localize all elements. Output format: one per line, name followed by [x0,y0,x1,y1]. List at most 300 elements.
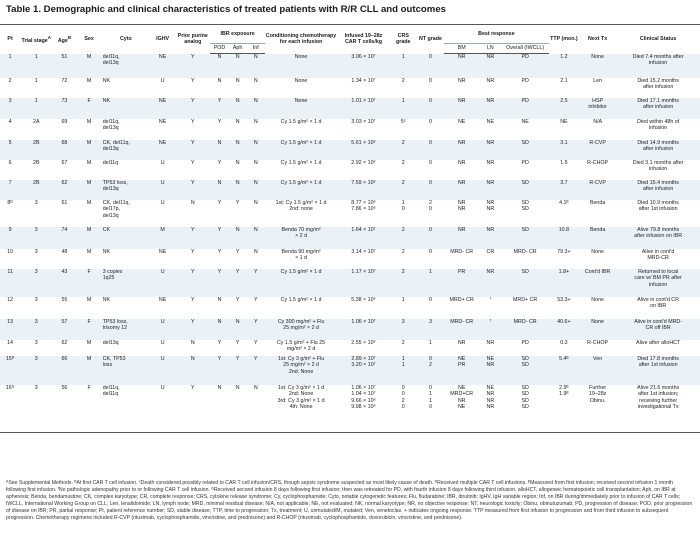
cell-pt: 7 [0,180,20,200]
cell-crs: 2 [390,78,417,98]
cell-crs: 2 [390,249,417,269]
cell-conditioning: None [265,98,338,119]
cell-ighv: U [150,78,175,98]
table-row [0,160,700,180]
cell-ln: NR [479,160,501,180]
cell-bm: NR [444,78,479,98]
cell-nt: 0 [417,249,444,269]
cell-sex: F [77,269,102,297]
cell-aph: Y [229,297,247,319]
cell-trial-stage: 3 [20,385,52,433]
cell-inf: N [247,160,265,180]
cell-inf: N [247,78,265,98]
cell-nt: 0 [417,119,444,140]
col-prior-purine: Prior purine analog [175,25,210,54]
cell-prior-purine: Y [175,180,210,200]
cell-infused: 3.03 × 10⁷ [337,119,389,140]
cell-ighv: NE [150,297,175,319]
cell-ln: NR [479,269,501,297]
cell-clinical-status: Died 10.9 months after 1st infusion [616,200,700,227]
cell-inf: Y [247,340,265,356]
cell-nt: 1 [417,340,444,356]
cell-inf: Y [247,319,265,340]
cell-age: 69 [52,119,76,140]
cell-infused: 1.34 × 10⁷ [337,78,389,98]
cell-bm: NR [444,340,479,356]
cell-prior-purine: Y [175,140,210,160]
cell-cyto: TP53 loss, trisomy 12 [102,319,150,340]
cell-nt: 0 [417,140,444,160]
cell-ighv: U [150,385,175,433]
cell-crs: 2 [390,180,417,200]
cell-clinical-status: Died within 48h of infusion [616,119,700,140]
col-inf: Inf [247,44,265,54]
cell-ttp: 79.3+ [549,249,579,269]
cell-conditioning: Cy 1.5 g/m² + Flu 25 mg/m² × 2 d [265,340,338,356]
cell-clinical-status: Died 15.4 months after infusion [616,180,700,200]
col-clinical-status: Clinical Status [616,25,700,54]
cell-infused: 1.17 × 10⁷ [337,269,389,297]
cell-ttp: 0.3 [549,340,579,356]
cell-next-tx: None [579,319,616,340]
cell-ln: NE [479,119,501,140]
cell-sex: F [77,319,102,340]
cell-sex: M [77,200,102,227]
cell-inf: N [247,227,265,249]
cell-ttp: 3.7 [549,180,579,200]
cell-pod: Y [210,340,228,356]
cell-pt: 3 [0,98,20,119]
cell-ttp: 2.5 [549,98,579,119]
cell-cyto: del11q, del13q [102,119,150,140]
cell-aph: N [229,119,247,140]
cell-cyto: 3 copies 1q25 [102,269,150,297]
cell-trial-stage: 3 [20,340,52,356]
cell-sex: M [77,340,102,356]
cell-overall: PD [501,160,548,180]
cell-ln: NR [479,78,501,98]
table-row [0,119,700,140]
cell-bm: NR [444,227,479,249]
cell-cyto: del13q [102,340,150,356]
cell-prior-purine: Y [175,78,210,98]
cell-ighv: U [150,319,175,340]
cell-clinical-status: Alive in cont'd MRD-CR [616,249,700,269]
cell-conditioning: 1st: Cy 1.5 g/m² × 1 d 2nd: none [265,200,338,227]
cell-prior-purine: Y [175,249,210,269]
cell-pod: Y [210,249,228,269]
cell-pod: N [210,297,228,319]
cell-ln: NR [479,98,501,119]
cell-aph: Y [229,269,247,297]
cell-bm: NE [444,119,479,140]
cell-pod: Y [210,356,228,385]
cell-crs: 2 [390,227,417,249]
table-row [0,140,700,160]
cell-ln: NR [479,54,501,78]
cell-overall: MRD+ CR [501,297,548,319]
cell-conditioning: 1st: Cy 3 g/m² + Flu 25 mg/m² × 2 d 2nd: None [265,356,338,385]
cell-ttp: 1.5 [549,160,579,180]
cell-aph: N [229,160,247,180]
cell-inf: N [247,180,265,200]
cell-overall: PD [501,340,548,356]
cell-trial-stage: 3 [20,269,52,297]
table-row [0,98,700,119]
col-crs: CRS grade [390,25,417,54]
cell-next-tx: None [579,54,616,78]
cell-conditioning: Cy 1.5 g/m² × 1 d [265,180,338,200]
cell-clinical-status: Alive in cont'd MRD- CR off IBR [616,319,700,340]
cell-cyto: del11q, del11q [102,385,150,433]
cell-ttp: 1.2 [549,54,579,78]
cell-cyto: CK, del11q, del13q [102,140,150,160]
cell-trial-stage: 1 [20,98,52,119]
cell-sex: M [77,78,102,98]
cell-sex: F [77,385,102,433]
cell-sex: M [77,249,102,269]
table-row [0,340,700,356]
col-cyto: Cyto [102,25,150,54]
cell-prior-purine: N [175,356,210,385]
cell-bm: NR [444,54,479,78]
cell-overall: SD [501,140,548,160]
table-row [0,78,700,98]
cell-next-tx: None [579,297,616,319]
cell-clinical-status: Died 17.8 months after 1st infusion [616,356,700,385]
cell-ln: ᶠ [479,319,501,340]
cell-overall: PD [501,54,548,78]
cell-conditioning: None [265,78,338,98]
cell-infused: 3.06 × 10⁷ [337,54,389,78]
cell-overall: SD [501,269,548,297]
cell-overall: SD SD [501,356,548,385]
cell-age: 43 [52,269,76,297]
cell-inf: N [247,54,265,78]
cell-aph: N [229,140,247,160]
cell-nt: 2 0 [417,200,444,227]
table-row [0,200,700,227]
cell-sex: F [77,98,102,119]
cell-age: 62 [52,180,76,200]
cell-nt: 0 2 [417,356,444,385]
cell-age: 51 [52,54,76,78]
cell-prior-purine: Y [175,227,210,249]
cell-inf: N [247,385,265,433]
cell-ttp: 40.6+ [549,319,579,340]
cell-cyto: del11q, del13q [102,54,150,78]
cell-aph: N [229,319,247,340]
cell-conditioning: None [265,54,338,78]
col-conditioning: Conditioning chemotherapy for each infusion [265,25,338,54]
cell-aph: N [229,227,247,249]
cell-sex: M [77,297,102,319]
cell-infused: 2.92 × 10⁶ [337,160,389,180]
cell-pod: N [210,78,228,98]
cell-ighv: NE [150,140,175,160]
cell-nt: 0 1 1 0 [417,385,444,433]
cell-bm: NR NR [444,200,479,227]
cell-inf: N [247,119,265,140]
cell-pod: Y [210,200,228,227]
cell-crs: 2 [390,269,417,297]
cell-crs: 1 [390,297,417,319]
cell-bm: NE MRD+CR NR NE [444,385,479,433]
cell-age: 68 [52,140,76,160]
col-pt: Pt [0,25,20,54]
col-overall: Overall (IWCLL) [501,44,548,54]
cell-sex: M [77,54,102,78]
col-trial-stage: Trial stage$^A$ [20,25,52,54]
cell-aph: N [229,98,247,119]
cell-ln: NR [479,340,501,356]
cell-conditioning: Cy 1.5 g/m² × 1 d [265,297,338,319]
cell-pt: 8ᴰ [0,200,20,227]
col-sex: Sex [77,25,102,54]
cell-clinical-status: Returned to local care w/ BM PR after infusion [616,269,700,297]
cell-aph: N [229,78,247,98]
col-ighv: IGHV [150,25,175,54]
cell-bm: NR [444,140,479,160]
col-infused: Infused 19–28z CAR T cells/kg [337,25,389,54]
cell-overall: SD SD SD SD [501,385,548,433]
cell-ln: NR [479,140,501,160]
cell-next-tx: Len [579,78,616,98]
cell-conditioning: Cy 1.5 g/m² × 1 d [265,269,338,297]
cell-bm: NE PR [444,356,479,385]
cell-aph: Y [229,249,247,269]
cell-age: 62 [52,340,76,356]
col-ln: LN [479,44,501,54]
cell-trial-stage: 3 [20,227,52,249]
table-row [0,385,700,433]
cell-next-tx: HSP inhibitor [579,98,616,119]
cell-bm: NR [444,160,479,180]
cell-conditioning: 1st: Cy 3 g/m² × 1 d 2nd: None 3rd: Cy 3 g/m² × 1 d 4th: None [265,385,338,433]
cell-pt: 14 [0,340,20,356]
cell-crs: 1 [390,54,417,78]
cell-pt: 16ᴳ [0,385,20,433]
cell-clinical-status: Died 3.1 months after infusion [616,160,700,180]
cell-overall: SD [501,227,548,249]
cell-infused: 7.59 × 10⁶ [337,180,389,200]
cell-trial-stage: 3 [20,297,52,319]
table-row [0,319,700,340]
cell-conditioning: Benda 90 mg/m² × 1 d [265,249,338,269]
cell-trial-stage: 2A [20,119,52,140]
cell-pod: N [210,54,228,78]
cell-aph: Y [229,340,247,356]
cell-overall: SD [501,180,548,200]
cell-age: 48 [52,249,76,269]
col-ttp: TTP (mon.) [549,25,579,54]
cell-infused: 1.06 × 10⁷ 1.04 × 10⁷ 9.66 × 10⁶ 9.98 × 10⁶ [337,385,389,433]
cell-infused: 2.89 × 10⁷ 3.20 × 10⁷ [337,356,389,385]
cell-infused: 8.77 × 10⁶ 7.86 × 10⁶ [337,200,389,227]
cell-ighv: NE [150,249,175,269]
cell-clinical-status: Alive 79.8 months after infusion on IBR [616,227,700,249]
cell-pod: Y [210,269,228,297]
cell-trial-stage: 1 [20,78,52,98]
cell-cyto: NK [102,98,150,119]
cell-nt: 0 [417,54,444,78]
cell-bm: NR [444,180,479,200]
cell-inf: Y [247,297,265,319]
cell-pod: Y [210,160,228,180]
cell-infused: 1.64 × 10⁷ [337,227,389,249]
table-row [0,54,700,78]
table-row [0,227,700,249]
cell-pt: 1 [0,54,20,78]
cell-next-tx: Further 19–28z Obinu. [579,385,616,433]
cell-ttp: NE [549,119,579,140]
cell-inf: N [247,140,265,160]
cell-trial-stage: 3 [20,319,52,340]
cell-conditioning: Cy 300 mg/m² + Flu 25 mg/m² × 2 d [265,319,338,340]
cell-ttp: 10.8 [549,227,579,249]
cell-age: 61 [52,200,76,227]
cell-age: 57 [52,319,76,340]
cell-age: 66 [52,356,76,385]
cell-ln: NR [479,180,501,200]
table-row [0,356,700,385]
cell-pod: N [210,180,228,200]
cell-clinical-status: Alive after alloHCT [616,340,700,356]
cell-pod: Y [210,98,228,119]
cell-nt: 0 [417,160,444,180]
cell-bm: NR [444,98,479,119]
cell-trial-stage: 3 [20,356,52,385]
cell-cyto: TP53 loss, del13q [102,180,150,200]
cell-pod: Y [210,227,228,249]
cell-cyto: NK [102,78,150,98]
cell-cyto: NK [102,249,150,269]
cell-aph: Y [229,200,247,227]
cell-ighv: M [150,227,175,249]
cell-cyto: CK, TP53 loss [102,356,150,385]
cell-trial-stage: 2B [20,160,52,180]
cell-cyto: NK [102,297,150,319]
cell-prior-purine: Y [175,269,210,297]
cell-age: 56 [52,385,76,433]
cell-prior-purine: Y [175,160,210,180]
cell-infused: 5.38 × 10⁶ [337,297,389,319]
cell-overall: PD [501,78,548,98]
table-body [0,54,700,433]
table-row [0,297,700,319]
cell-bm: MRD- CR [444,249,479,269]
cell-age: 72 [52,78,76,98]
cell-ln: NE NR NR NR [479,385,501,433]
cell-clinical-status: Died 15.2 months after infusion [616,78,700,98]
cell-pod: N [210,140,228,160]
cell-next-tx: Cont'd IBR [579,269,616,297]
cell-nt: 0 [417,227,444,249]
col-next-tx: Next Tx [579,25,616,54]
cell-cyto: del11q [102,160,150,180]
cell-crs: 2 [390,160,417,180]
cell-pt: 9 [0,227,20,249]
cell-ighv: U [150,200,175,227]
cell-conditioning: Cy 1.5 g/m² × 1 d [265,160,338,180]
cell-pt: 13 [0,319,20,340]
table-row [0,180,700,200]
table-row [0,249,700,269]
col-nt: NT grade [417,25,444,54]
cell-pt: 6 [0,160,20,180]
cell-overall: MRD- CR [501,249,548,269]
cell-next-tx: None [579,249,616,269]
cell-prior-purine: Y [175,98,210,119]
cell-pt: 5 [0,140,20,160]
cell-inf: N [247,249,265,269]
cell-sex: M [77,119,102,140]
cell-ln: NE NR [479,356,501,385]
cell-crs: 1 0 [390,200,417,227]
cell-prior-purine: Y [175,54,210,78]
cell-cyto: CK [102,227,150,249]
cell-nt: 0 [417,180,444,200]
col-group-best-response: Best response [444,25,549,44]
cell-ighv: NE [150,119,175,140]
cell-crs: 5ᶜ [390,119,417,140]
cell-infused: 3.14 × 10⁷ [337,249,389,269]
cell-infused: 2.55 × 10⁶ [337,340,389,356]
cell-ttp: 3.1 [549,140,579,160]
cell-pt: 12 [0,297,20,319]
cell-ln: NR NR [479,200,501,227]
cell-conditioning: Cy 1.5 g/m² × 1 d [265,119,338,140]
col-aph: Aph [229,44,247,54]
cell-ighv: U [150,160,175,180]
cell-infused: 1.01 × 10⁷ [337,98,389,119]
cell-crs: 0 0 2 0 [390,385,417,433]
cell-pt: 2 [0,78,20,98]
cell-pt: 15ᴰ [0,356,20,385]
cell-cyto: CK, del11q, del17p, del13q [102,200,150,227]
table-row [0,269,700,297]
cell-clinical-status: Alive 21.6 months after 1st infusion; receiving further investigational Tx [616,385,700,433]
cell-next-tx: R-CHOP [579,160,616,180]
cell-trial-stage: 2B [20,180,52,200]
cell-trial-stage: 1 [20,54,52,78]
cell-pod: Y [210,119,228,140]
cell-crs: 1 [390,98,417,119]
cell-clinical-status: Died 14.9 months after infusion [616,140,700,160]
cell-ighv: U [150,356,175,385]
cell-sex: M [77,160,102,180]
cell-next-tx: R-CVP [579,180,616,200]
cell-next-tx: Benda [579,200,616,227]
cell-inf: Y [247,269,265,297]
cell-crs: 2 [390,140,417,160]
cell-next-tx: Ven [579,356,616,385]
footnotes: ᴬSee Supplemental Methods. ᴮAt first CAR T cell infusion. ᶜDeath considered possibly related to CAR T cell infusion/CRS, though sepsis syndrome suspected as most likely cause of death. ᴰReceived multiple CAR T cell infusions. ᴱMeasured from first infusion; received second infusion 1 month following first infusion. ᶠNo pathologic adenopathy prior to or following CAR T cell infusion. ᴳReceived second infusion 8 days following first infusion; then was retreated for PD, with fourth infusion 8 days following third infusion. alloHCT, allogeneic hematopoietic cell transplantation; Aph, on IBR at apheresis; Benda, bendamustine; CK, complex karyotype; CR, complete response; CRS, cytokine release syndrome; Cy, cyclophosphamide; Cyto, notable cytogenetic features; Flu, fludarabine; IBR, ibrutinib; IgHV, IgH variable region; Inf, on IBR during/immediately prior to infusion of CAR T cells; IWCLL, International Working Group on CLL; Len, lenalidomide; LN, lymph node; MRD, minimal residual disease; N/A, not applicable; NE, not evaluated; NK, normal karyotype; NR, no objective response; NT, neurologic toxicity; Obinu, obinutuzumab; PD, progression of disease; POD, prior progression of disease on IBR; PR, partial response; Pt, patient reference number; SD, stable disease; TTP, time to progression; Tx, treatment; U, unmutated/M, mutated; Ven, venetoclax. + indicates ongoing response. TTP measured from first infusion to progression and from third infusion to subsequent progression. Chemotherapy regimens included R-CVP (rituximab, cyclophosphamide, vincristine, and prednisone) and R-CHOP (rituximab, cyclophosphamide, doxorubicin, vincristine, and prednisone). [6,480,693,521]
cell-trial-stage: 3 [20,200,52,227]
cell-inf: N [247,98,265,119]
cell-sex: M [77,356,102,385]
cell-prior-purine: N [175,200,210,227]
cell-aph: N [229,385,247,433]
cell-nt: 0 [417,297,444,319]
cell-age: 55 [52,297,76,319]
cell-sex: M [77,180,102,200]
cell-aph: Y [229,356,247,385]
col-age: Age$^B$ [52,25,76,54]
cell-pt: 11 [0,269,20,297]
cell-ttp: 4.1ᴱ [549,200,579,227]
cell-prior-purine: Y [175,119,210,140]
